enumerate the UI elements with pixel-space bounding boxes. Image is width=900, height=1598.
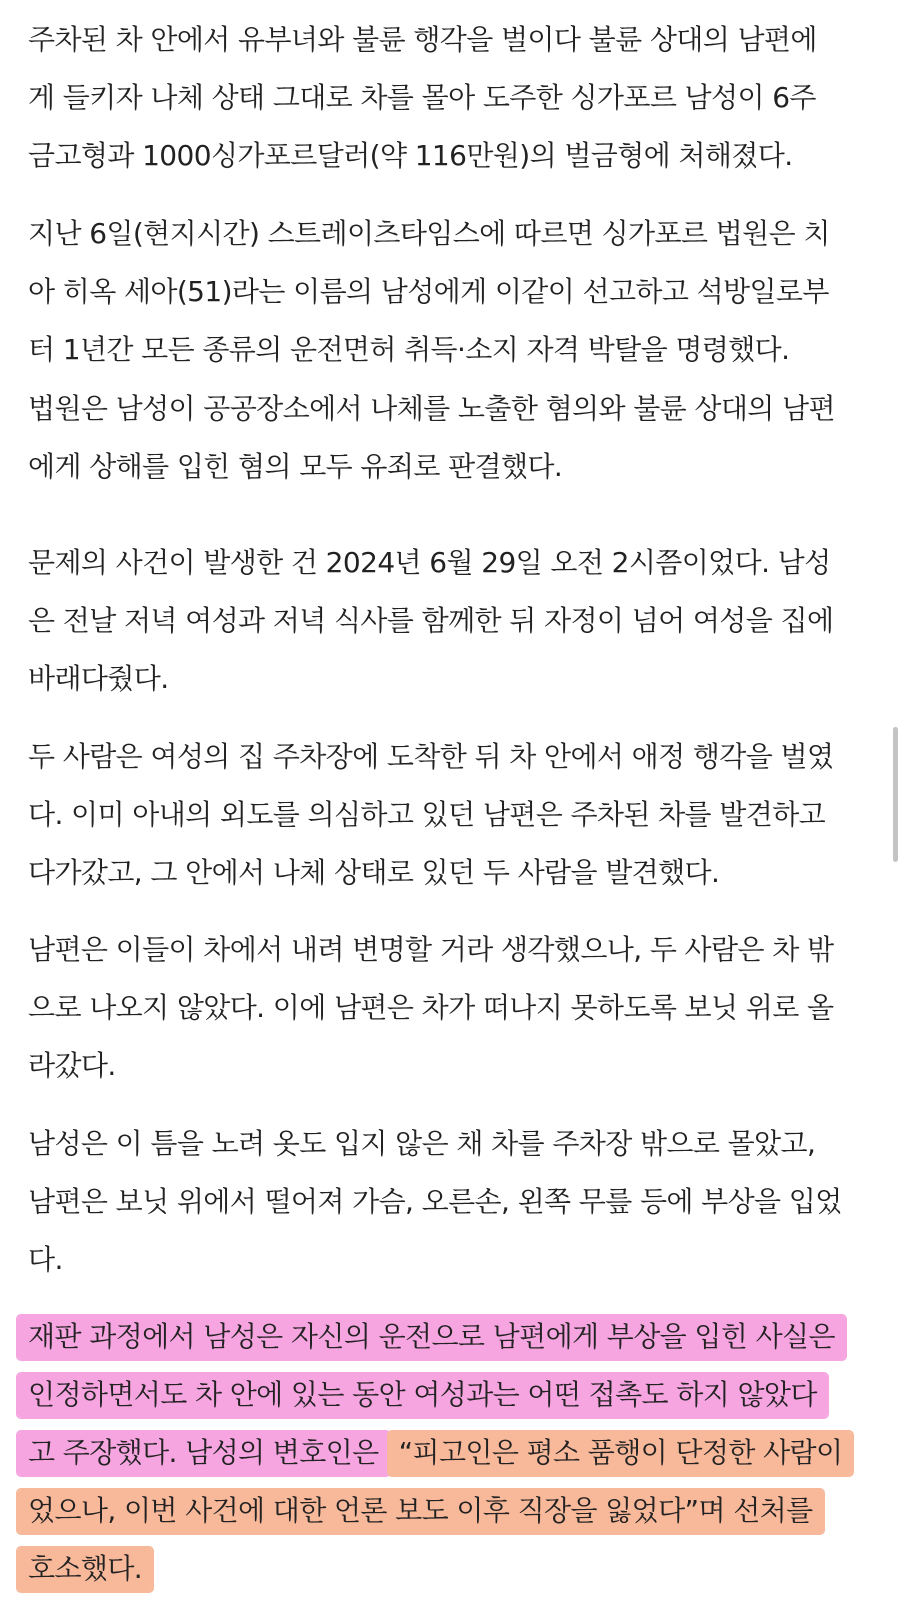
- paragraph-7: [28, 1115, 873, 1289]
- highlighted-line: [28, 1366, 873, 1424]
- pink-highlight: 인정하면서도 차 안에 있는 동안 여성과는 어떤 접촉도 하지 않았다: [18, 1374, 827, 1417]
- paragraph-3: [28, 380, 873, 496]
- text-line: 지난 6일(현지시간) 스트레이츠타임스에 따르면 싱가포르 법원은 치: [28, 217, 830, 250]
- paragraph-4: [28, 534, 873, 708]
- text-line: 바래다줬다.: [28, 662, 169, 695]
- highlighted-paragraph: [28, 1308, 873, 1598]
- highlighted-line: [28, 1540, 873, 1598]
- text-line: 남편은 보닛 위에서 떨어져 가슴, 오른손, 왼쪽 무릎 등에 부상을 입었: [28, 1185, 842, 1218]
- text-line: 은 전날 저녁 여성과 저녁 식사를 함께한 뒤 자정이 넘어 여성을 집에: [28, 604, 834, 637]
- text-line: 주차된 차 안에서 유부녀와 불륜 행각을 벌이다 불륜 상대의 남편에: [28, 23, 817, 56]
- text-line: 게 들키자 나체 상태 그대로 차를 몰아 도주한 싱가포르 남성이 6주: [28, 81, 816, 114]
- scrollbar-thumb[interactable]: [893, 727, 898, 862]
- pink-highlight: 재판 과정에서 남성은 자신의 운전으로 남편에게 부상을 입힌 사실은: [18, 1316, 845, 1359]
- orange-highlight: “피고인은 평소 품행이 단정한 사람이: [389, 1432, 853, 1475]
- text-line: 남편은 이들이 차에서 내려 변명할 거라 생각했으나, 두 사람은 차 밖: [28, 933, 834, 966]
- text-line: 남성은 이 틈을 노려 옷도 입지 않은 채 차를 주차장 밖으로 몰았고,: [28, 1127, 816, 1160]
- paragraph-6: [28, 921, 873, 1095]
- paragraph-5: [28, 728, 873, 902]
- text-line: 다. 이미 아내의 외도를 의심하고 있던 남편은 주차된 차를 발견하고: [28, 798, 826, 831]
- highlighted-line: [28, 1308, 873, 1366]
- text-line: 아 히옥 세아(51)라는 이름의 남성에게 이같이 선고하고 석방일로부: [28, 275, 829, 308]
- paragraph-1: [28, 11, 873, 185]
- text-line: 으로 나오지 않았다. 이에 남편은 차가 떠나지 못하도록 보닛 위로 올: [28, 991, 834, 1024]
- highlighted-line: [28, 1424, 873, 1482]
- text-line: 두 사람은 여성의 집 주차장에 도착한 뒤 차 안에서 애정 행각을 벌였: [28, 740, 834, 773]
- text-line: 다가갔고, 그 안에서 나체 상태로 있던 두 사람을 발견했다.: [28, 856, 720, 889]
- text-line: 라갔다.: [28, 1049, 116, 1082]
- paragraph-2: [28, 205, 873, 379]
- text-line: 다.: [28, 1243, 63, 1276]
- highlighted-line: [28, 1482, 873, 1540]
- orange-highlight: 호소했다.: [18, 1548, 152, 1591]
- text-line: 금고형과 1000싱가포르달러(약 116만원)의 벌금형에 처해졌다.: [28, 139, 793, 172]
- text-line: 터 1년간 모든 종류의 운전면허 취득·소지 자격 박탈을 명령했다.: [28, 333, 790, 366]
- text-line: 문제의 사건이 발생한 건 2024년 6월 29일 오전 2시쯤이었다. 남성: [28, 546, 831, 579]
- text-line: 법원은 남성이 공공장소에서 나체를 노출한 혐의와 불륜 상대의 남편: [28, 392, 835, 425]
- text-line: 에게 상해를 입힌 혐의 모두 유죄로 판결했다.: [28, 450, 563, 483]
- pink-highlight: 고 주장했다. 남성의 변호인은: [18, 1432, 389, 1475]
- orange-highlight: 었으나, 이번 사건에 대한 언론 보도 이후 직장을 잃었다”며 선처를: [18, 1490, 823, 1533]
